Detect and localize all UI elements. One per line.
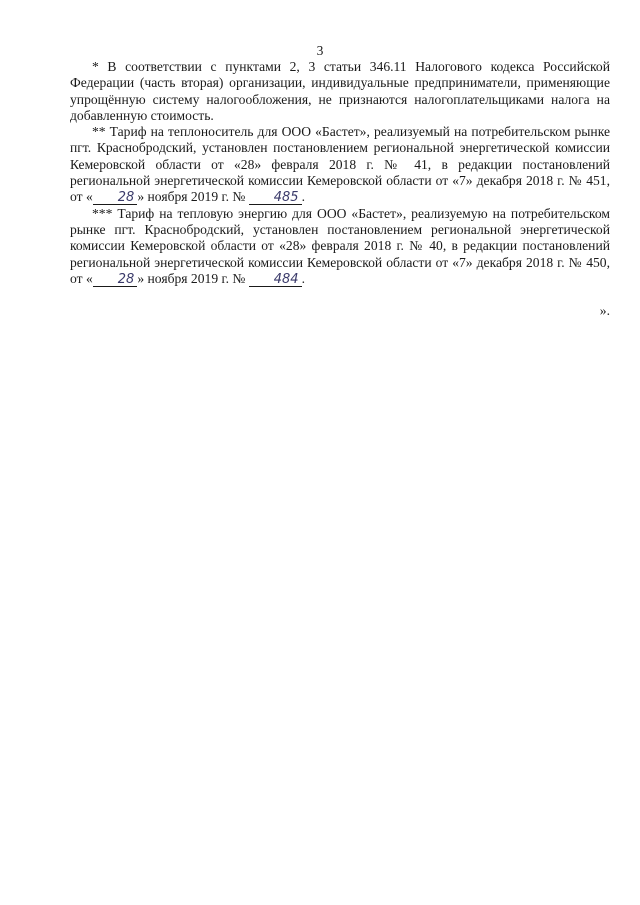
handwritten-number-coolant: 485 [249,191,302,205]
footnote-coolant-tariff [70,124,610,205]
footnote-heat-text-after: . [301,270,305,286]
handwritten-day-heat: 28 [93,273,138,287]
footnote-coolant-text-after: . [301,189,305,205]
handwritten-number-heat: 484 [249,273,302,287]
handwritten-day-coolant: 28 [93,191,138,205]
footnote-coolant-text-before: ** Тариф на теплоноситель для ООО «Бастет», реализуемый на потребительском рынке пгт. Краснобродский, установлен постановлением региональной энергетической комиссии Кемеровской области от «28» февраля 2018 г. № 41, в редакции постановлений региональной энергетической комиссии Кемеровской области от «7» декабря 2018 г. № 451, от « [70,124,610,205]
footnote-heat-tariff [70,206,610,287]
footnote-heat-text-middle: » ноября 2019 г. № [137,270,249,286]
closing-quote-mark: ». [599,303,610,318]
page-number: 3 [316,43,324,58]
footnote-heat-text-before: *** Тариф на тепловую энергию для ООО «Бастет», реализуемую на потребительском рынке пгт. Краснобродский, установлен постановлением региональной энергетической комиссии Кемеровской области от «28» февраля 2018 г. № 40, в редакции постановлений региональной энергетической комиссии Кемеровской области от «7» декабря 2018 г. № 450, от « [70,205,610,286]
footnote-vat-text: * В соответствии с пунктами 2, 3 статьи 346.11 Налогового кодекса Российской Федерации (часть вторая) организации, индивидуальные предприниматели, применяющие упрощённую систему налогообложения, не признаются налогоплательщиками налога на добавленную стоимость. [70,59,610,123]
footnote-vat [70,59,610,124]
footnote-coolant-text-middle: » ноября 2019 г. № [137,189,249,205]
footnotes-block [70,59,610,287]
